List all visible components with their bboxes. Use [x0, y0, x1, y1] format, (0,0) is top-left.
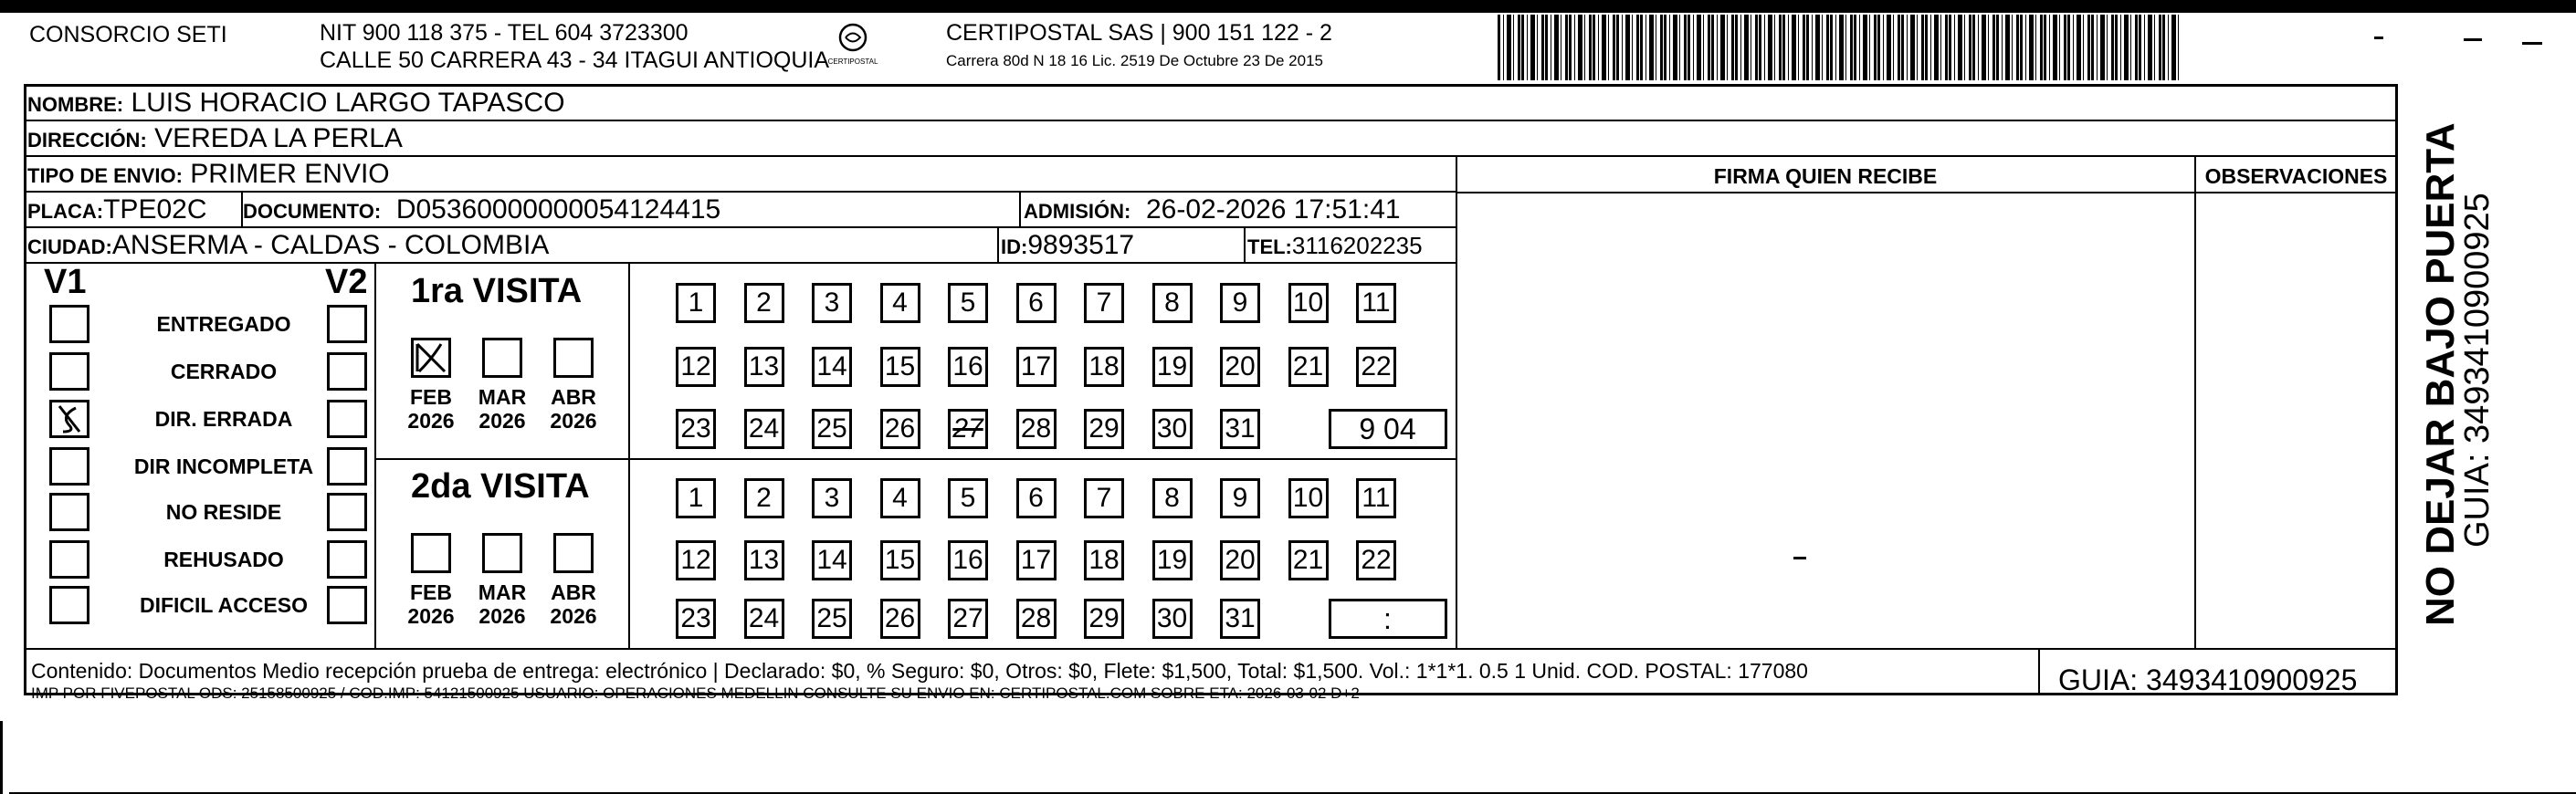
v1-checkbox[interactable]: [49, 493, 89, 531]
visit2-day-18[interactable]: 18: [1084, 540, 1124, 580]
direccion-label: DIRECCIÓN:: [27, 129, 147, 151]
divider: [2038, 648, 2040, 695]
visit2-day-8[interactable]: 8: [1152, 478, 1193, 518]
visit2-month-checkbox[interactable]: [553, 533, 594, 573]
visit2-month-label: MAR: [478, 580, 527, 604]
divider: [997, 228, 999, 264]
visit2-day-19[interactable]: 19: [1152, 540, 1193, 580]
status-label: REHUSADO: [163, 548, 284, 571]
tipo-value: PRIMER ENVIO: [190, 159, 390, 189]
visit1-day-2[interactable]: 2: [744, 283, 784, 323]
firma-left-border: [1456, 157, 1457, 648]
divider: [628, 264, 630, 648]
visit2-day-26[interactable]: 26: [880, 599, 920, 639]
v1-label: V1: [44, 263, 87, 301]
visit1-day-23[interactable]: 23: [676, 409, 716, 449]
row-direccion: [24, 121, 2398, 157]
v1-checkbox[interactable]: [49, 305, 89, 343]
visit2-month-label: FEB: [410, 580, 452, 604]
side-guia: GUIA: 3493410900925: [2458, 193, 2497, 548]
visit2-time-field[interactable]: :: [1329, 599, 1447, 639]
tipo-label: TIPO DE ENVIO:: [27, 164, 183, 187]
visit1-day-24[interactable]: 24: [744, 409, 784, 449]
documento-label: DOCUMENTO:: [243, 200, 382, 223]
visit2-year-label: 2026: [407, 604, 455, 628]
visit1-day-12[interactable]: 12: [676, 347, 716, 387]
visit1-day-16[interactable]: 16: [948, 347, 988, 387]
no-dejar-bajo-puerta: NO DEJAR BAJO PUERTA: [2418, 122, 2463, 626]
visit1-day-26[interactable]: 26: [880, 409, 920, 449]
visit1-day-31[interactable]: 31: [1220, 409, 1260, 449]
visit1-day-30[interactable]: 30: [1152, 409, 1193, 449]
placa-value: TPE02C: [103, 194, 207, 225]
documento-value: D05360000000054124415: [395, 194, 721, 225]
visit1-day-27[interactable]: 27: [948, 409, 988, 449]
visit1-year-label: 2026: [550, 409, 597, 433]
mark: [1793, 557, 1806, 559]
visit1-day-9[interactable]: 9: [1220, 283, 1260, 323]
visit1-month-checkbox[interactable]: [411, 338, 451, 378]
visit2-day-12[interactable]: 12: [676, 540, 716, 580]
visit2-day-14[interactable]: 14: [812, 540, 852, 580]
visit2-day-20[interactable]: 20: [1220, 540, 1260, 580]
divider: [241, 193, 243, 228]
certipostal-logo: [825, 22, 880, 73]
visit1-day-21[interactable]: 21: [1288, 347, 1329, 387]
status-label: DIFICIL ACCESO: [139, 593, 308, 617]
visit2-day-28[interactable]: 28: [1016, 599, 1057, 639]
direccion-value: VEREDA LA PERLA: [154, 123, 403, 153]
v1-checkbox[interactable]: [49, 540, 89, 579]
status-label: NO RESIDE: [165, 500, 282, 524]
visit1-day-6[interactable]: 6: [1016, 283, 1057, 323]
ciudad-label: CIUDAD:: [27, 235, 112, 258]
visit2-month-checkbox[interactable]: [482, 533, 522, 573]
visit2-day-3[interactable]: 3: [812, 478, 852, 518]
visit1-day-28[interactable]: 28: [1016, 409, 1057, 449]
visit2-day-21[interactable]: 21: [1288, 540, 1329, 580]
tel-value: 3116202235: [1291, 232, 1423, 259]
visit1-day-20[interactable]: 20: [1220, 347, 1260, 387]
visit2-day-10[interactable]: 10: [1288, 478, 1329, 518]
admision-label: ADMISIÓN:: [1024, 200, 1131, 223]
visit2-day-6[interactable]: 6: [1016, 478, 1057, 518]
visit1-day-10[interactable]: 10: [1288, 283, 1329, 323]
ciudad-value: ANSERMA - CALDAS - COLOMBIA: [111, 230, 550, 260]
visit1-month-label: MAR: [478, 385, 527, 409]
visit1-month-label: FEB: [410, 385, 452, 409]
v2-checkbox[interactable]: [327, 586, 367, 624]
v2-label: V2: [325, 263, 368, 301]
v2-checkbox[interactable]: [327, 540, 367, 579]
divider: [1019, 193, 1021, 228]
visit2-day-11[interactable]: 11: [1356, 478, 1396, 518]
visit2-day-30[interactable]: 30: [1152, 599, 1193, 639]
license-line: Carrera 80d N 18 16 Lic. 2519 De Octubre 23 De 2015: [946, 52, 1323, 69]
nombre-value: LUIS HORACIO LARGO TAPASCO: [131, 88, 565, 118]
v2-checkbox[interactable]: [327, 400, 367, 438]
visit1-day-22[interactable]: 22: [1356, 347, 1396, 387]
visit1-day-15[interactable]: 15: [880, 347, 920, 387]
visit1-day-25[interactable]: 25: [812, 409, 852, 449]
visit2-day-27[interactable]: 27: [948, 599, 988, 639]
mark: [2522, 42, 2542, 45]
visit1-day-8[interactable]: 8: [1152, 283, 1193, 323]
visit1-day-17[interactable]: 17: [1016, 347, 1057, 387]
v2-checkbox[interactable]: [327, 493, 367, 531]
status-label: DIR. ERRADA: [154, 407, 293, 431]
visit2-title: 2da VISITA: [411, 467, 590, 506]
v2-checkbox[interactable]: [327, 447, 367, 486]
status-label: DIR INCOMPLETA: [133, 454, 314, 478]
status-label: CERRADO: [170, 360, 278, 383]
visit1-month-label: ABR: [551, 385, 596, 409]
visit1-year-label: 2026: [478, 409, 526, 433]
v1-checkbox[interactable]: [49, 352, 89, 391]
visit1-year-label: 2026: [407, 409, 455, 433]
visit2-day-9[interactable]: 9: [1220, 478, 1260, 518]
visit2-day-17[interactable]: 17: [1016, 540, 1057, 580]
v1-checkbox[interactable]: [49, 586, 89, 624]
columns-header-underline: [1456, 192, 2398, 193]
visit2-day-13[interactable]: 13: [744, 540, 784, 580]
admision-value: 26-02-2026 17:51:41: [1146, 194, 1401, 225]
mark: [2374, 37, 2383, 39]
visit1-day-19[interactable]: 19: [1152, 347, 1193, 387]
svg-text:CERTIPOSTAL: CERTIPOSTAL: [827, 57, 878, 66]
visit2-day-23[interactable]: 23: [676, 599, 716, 639]
footer-divider: [24, 648, 2398, 650]
divider: [374, 458, 1456, 460]
visit2-day-1[interactable]: 1: [676, 478, 716, 518]
visit2-year-label: 2026: [550, 604, 597, 628]
visit2-day-16[interactable]: 16: [948, 540, 988, 580]
divider: [1244, 228, 1246, 264]
v2-checkbox[interactable]: [327, 352, 367, 391]
v1-checkbox[interactable]: [49, 400, 89, 438]
company-name: CONSORCIO SETI: [29, 22, 227, 47]
v2-checkbox[interactable]: [327, 305, 367, 343]
visit1-day-3[interactable]: 3: [812, 283, 852, 323]
visit2-day-24[interactable]: 24: [744, 599, 784, 639]
tel-label: TEL:: [1247, 235, 1292, 258]
top-bar: [0, 0, 2576, 13]
visit2-day-29[interactable]: 29: [1084, 599, 1124, 639]
visit2-day-2[interactable]: 2: [744, 478, 784, 518]
visit2-month-label: ABR: [551, 580, 596, 604]
visit2-day-25[interactable]: 25: [812, 599, 852, 639]
visit1-month-checkbox[interactable]: [482, 338, 522, 378]
edge-line: [0, 721, 3, 794]
mark: [2464, 38, 2482, 41]
visit1-day-11[interactable]: 11: [1356, 283, 1396, 323]
visit1-time-field[interactable]: 9 04: [1329, 409, 1447, 449]
footer-guia: GUIA: 3493410900925: [2058, 663, 2358, 696]
status-label: ENTREGADO: [156, 312, 291, 336]
visit2-month-checkbox[interactable]: [411, 533, 451, 573]
footer-contenido: Contenido: Documentos Medio recepción prueba de entrega: electrónico | Declarado: $0, % Seguro: $0, Otros: $0, Flete: $1,500, Total: $1,500. Vol.: 1*1*1. 0.5 1 Unid. COD. POSTAL: 177080: [31, 659, 1808, 683]
visit2-day-31[interactable]: 31: [1220, 599, 1260, 639]
visit1-day-5[interactable]: 5: [948, 283, 988, 323]
nombre-label: NOMBRE:: [27, 93, 124, 116]
placa-label: PLACA:: [27, 200, 104, 223]
observaciones-title: OBSERVACIONES: [2204, 164, 2388, 188]
row-tipo: [24, 157, 1457, 193]
visit1-title: 1ra VISITA: [411, 272, 583, 310]
id-value: 9893517: [1027, 230, 1135, 260]
footer-imp: IMP POR FIVEPOSTAL ODS: 25158500925 / COD.IMP: 54121500925 USUARIO: OPERACIONES MEDELLIN CONSULTE SU ENVIO EN: CERTIPOSTAL.COM SOBRE ETA: 2026-03-02 D+2: [31, 684, 1360, 702]
visit1-day-13[interactable]: 13: [744, 347, 784, 387]
nit-line: NIT 900 118 375 - TEL 604 3723300: [320, 20, 689, 46]
visit1-day-4[interactable]: 4: [880, 283, 920, 323]
visit1-day-14[interactable]: 14: [812, 347, 852, 387]
firma-title: FIRMA QUIEN RECIBE: [1713, 164, 1938, 188]
v1-checkbox[interactable]: [49, 447, 89, 486]
visit1-day-18[interactable]: 18: [1084, 347, 1124, 387]
visit2-year-label: 2026: [478, 604, 526, 628]
visit1-day-29[interactable]: 29: [1084, 409, 1124, 449]
id-label: ID:: [1001, 235, 1028, 258]
visit2-day-7[interactable]: 7: [1084, 478, 1124, 518]
visit2-day-4[interactable]: 4: [880, 478, 920, 518]
visit1-day-7[interactable]: 7: [1084, 283, 1124, 323]
divider: [374, 264, 376, 648]
visit2-day-5[interactable]: 5: [948, 478, 988, 518]
visit1-day-1[interactable]: 1: [676, 283, 716, 323]
row-nombre: [24, 86, 2398, 121]
barcode: [1498, 15, 2181, 80]
address-line: CALLE 50 CARRERA 43 - 34 ITAGUI ANTIOQUIA: [320, 47, 830, 73]
visit2-day-22[interactable]: 22: [1356, 540, 1396, 580]
visit1-month-checkbox[interactable]: [553, 338, 594, 378]
row-placa: [24, 193, 1457, 228]
certipostal-line: CERTIPOSTAL SAS | 900 151 122 - 2: [946, 20, 1332, 46]
visit2-day-15[interactable]: 15: [880, 540, 920, 580]
row-ciudad: [24, 228, 1457, 264]
obs-left-border: [2194, 157, 2196, 648]
